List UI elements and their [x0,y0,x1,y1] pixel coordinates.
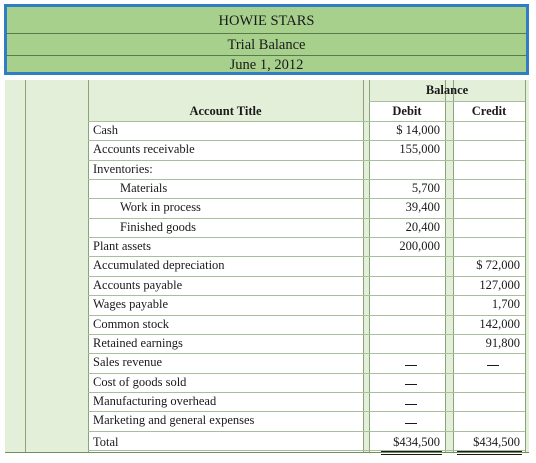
row-rule [88,140,525,141]
balance-group-header: Balance [425,83,469,97]
credit-dash [487,365,499,366]
account-title: Work in process [120,200,201,215]
account-title: Finished goods [120,219,197,234]
debit-value: $ 14,000 [396,123,440,137]
trial-balance-table [5,80,529,453]
debit-value: 20,400 [405,219,440,234]
credit-value: 127,000 [479,277,520,292]
header-divider [7,55,526,56]
account-title: Cash [93,123,118,137]
total-label: Total [93,434,119,449]
credit-value: 1,700 [491,297,520,312]
total-debit: $434,500 [393,434,440,449]
row-rule [88,179,525,180]
debit-value: 200,000 [399,239,440,254]
column-rule [445,80,446,453]
account-title: Wages payable [93,297,168,312]
row-rule [88,392,525,393]
account-title: Sales revenue [93,355,163,370]
credit-value: 91,800 [485,335,520,350]
account-title: Manufacturing overhead [93,393,217,408]
debit-value: 39,400 [405,200,440,215]
debit-header: Debit [392,104,422,118]
account-title: Accumulated depreciation [93,258,225,273]
row-rule [88,334,525,335]
account-title: Common stock [93,316,170,331]
double-underline [381,451,442,455]
separator-column [445,80,453,453]
debit-dash [405,423,417,424]
account-title: Materials [120,181,168,196]
row-rule [88,353,525,354]
column-rule [88,80,89,453]
account-title: Cost of goods sold [93,374,187,389]
credit-value: $ 72,000 [476,258,520,273]
row-rule [88,160,525,161]
row-rule [88,256,525,257]
account-title: Plant assets [93,239,151,254]
statement-title: Trial Balance [227,37,306,53]
debit-dash [405,384,417,385]
account-title: Accounts receivable [93,142,195,157]
debit-dash [405,404,417,405]
column-rule [25,80,26,453]
row-rule [88,121,525,122]
column-rule [363,80,364,453]
bottom-rule [5,452,529,453]
double-underline [457,451,522,455]
total-credit: $434,500 [473,434,520,449]
debit-value: 155,000 [399,142,440,157]
row-rule [88,295,525,296]
row-rule [88,198,525,199]
margin-columns [5,80,88,453]
account-title: Inventories: [93,161,153,176]
debit-dash [405,365,417,366]
column-rule [525,80,526,453]
statement-header [4,4,529,75]
row-rule [88,411,525,412]
header-divider [7,33,526,34]
statement-date: June 1, 2012 [229,57,304,73]
row-rule [88,431,525,432]
company-name: HOWIE STARS [218,13,315,29]
account-title: Accounts payable [93,277,183,292]
account-title-header: Account Title [189,104,262,118]
row-rule [369,101,525,102]
account-title: Retained earnings [93,335,183,350]
credit-header: Credit [471,104,507,118]
account-title: Marketing and general expenses [93,413,255,428]
credit-value: 142,000 [479,316,520,331]
row-rule [88,237,525,238]
debit-value: 5,700 [411,181,440,196]
